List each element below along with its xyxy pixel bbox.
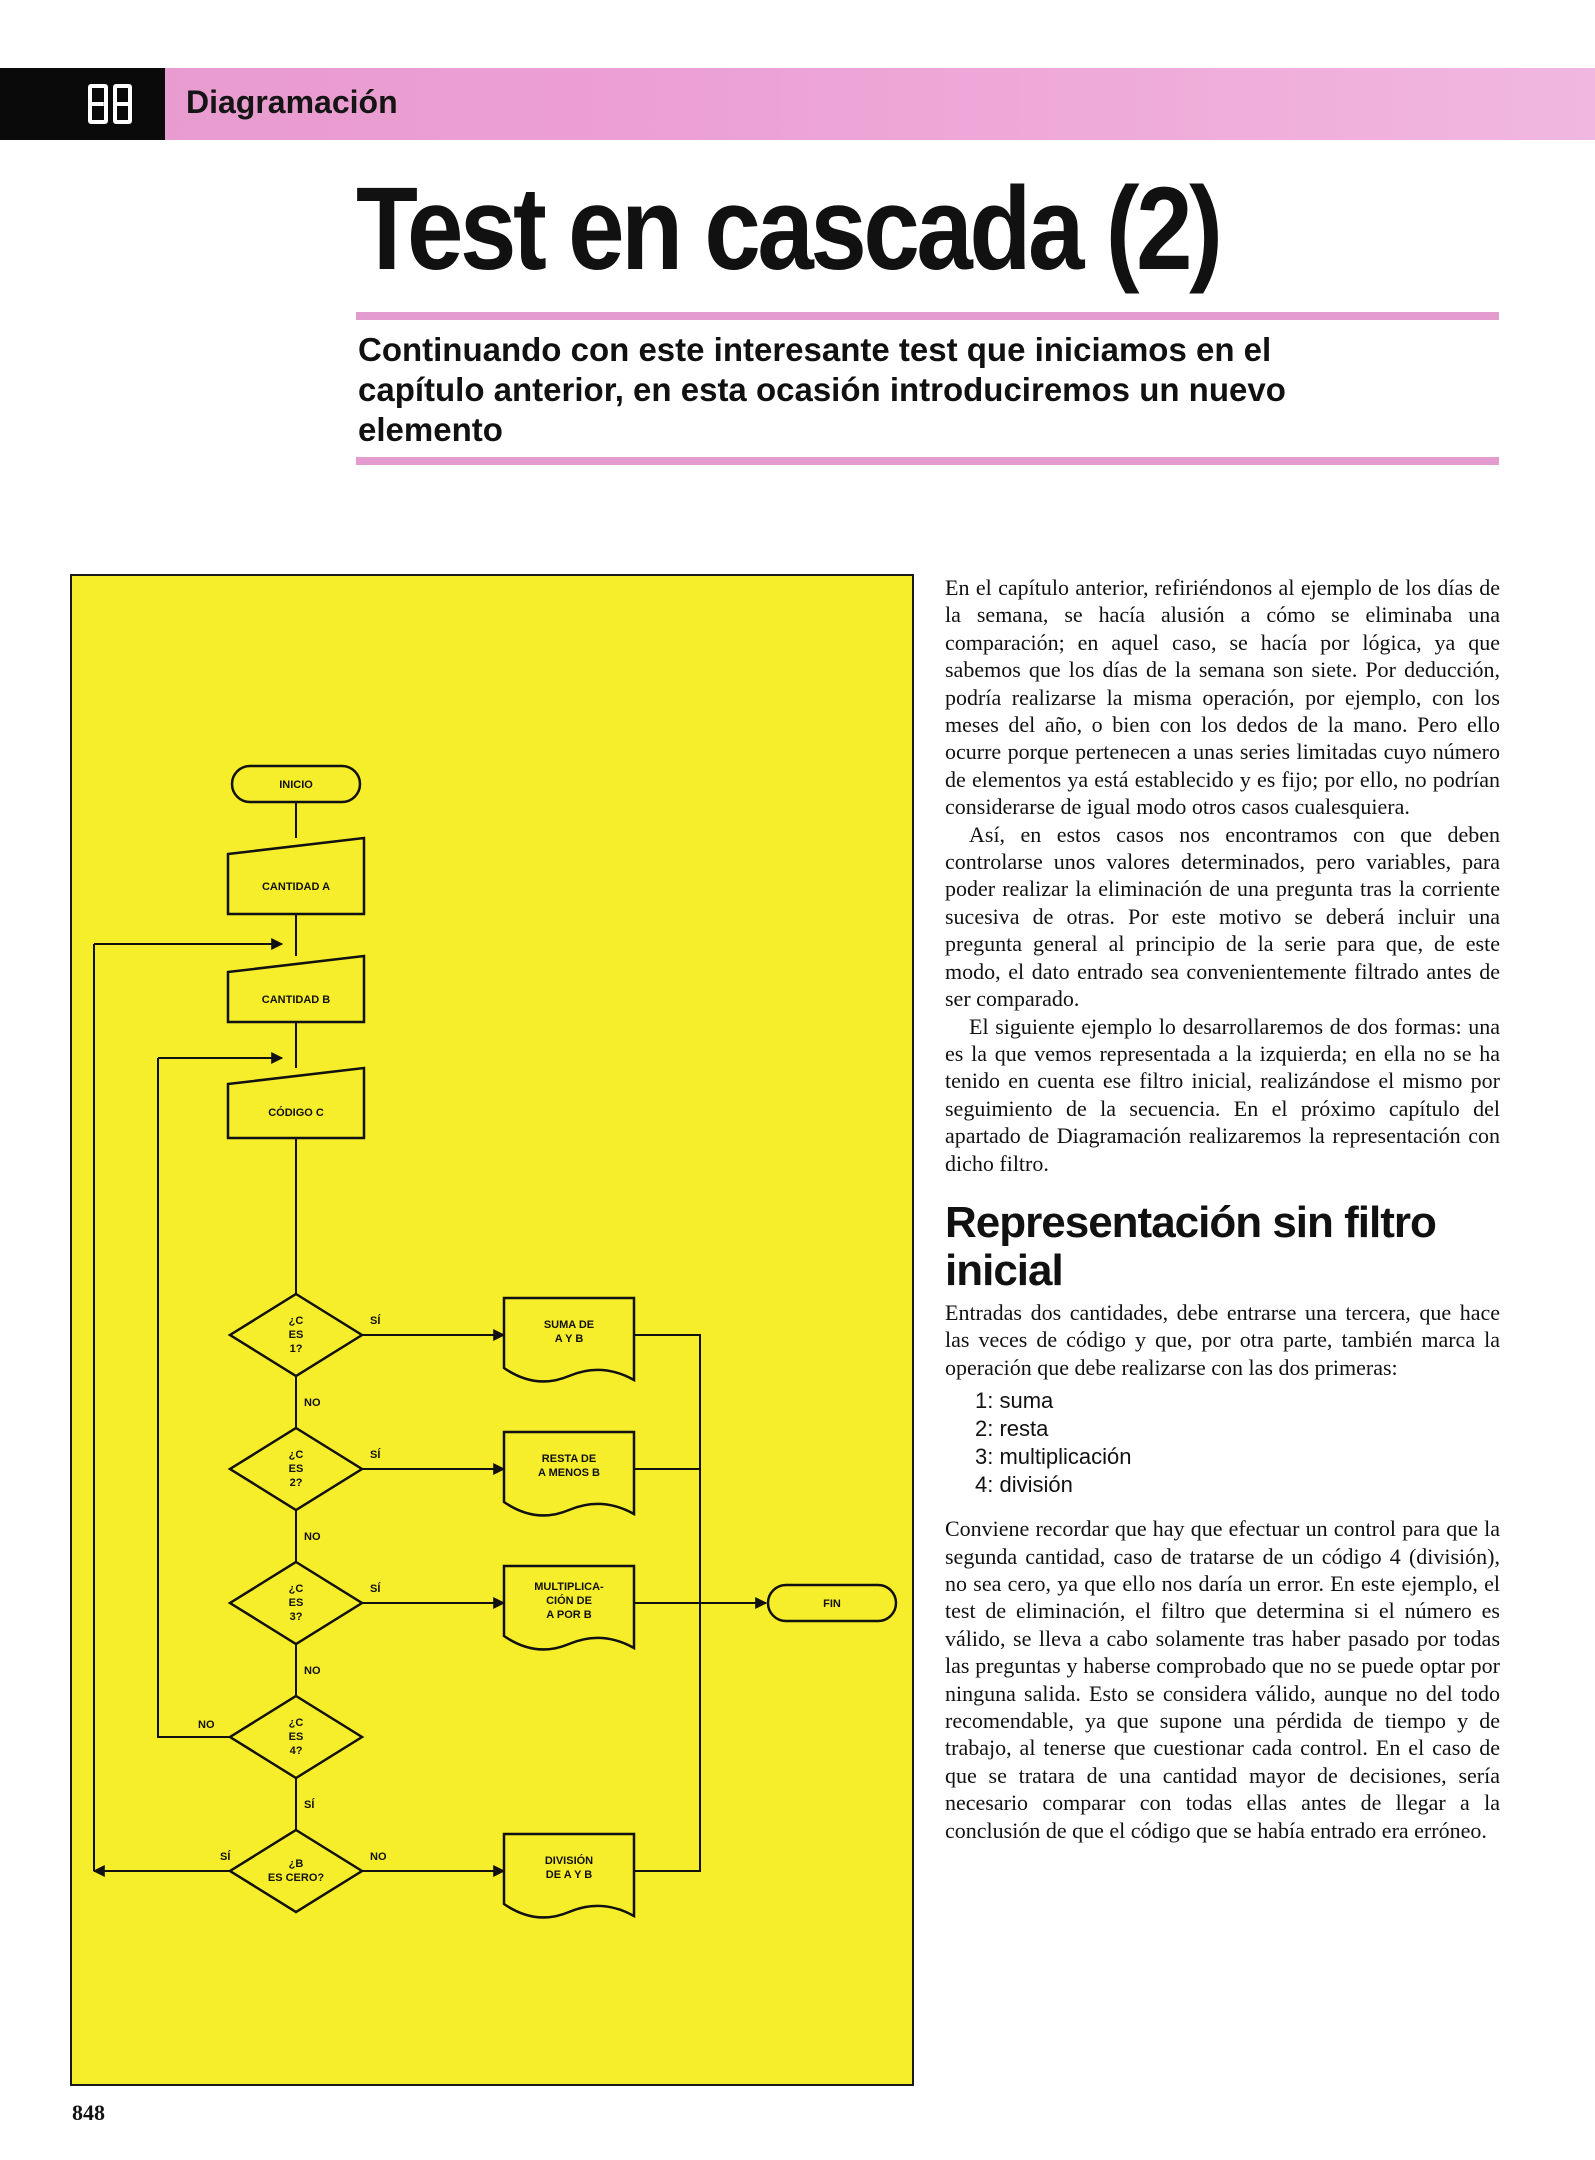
decision-3-yes-label: SÍ xyxy=(370,1583,381,1595)
output-multiply-label: A POR B xyxy=(546,1609,592,1621)
input-a-label: CANTIDAD A xyxy=(261,881,331,893)
code-list xyxy=(975,1387,1500,1499)
decision-4-no-label: NO xyxy=(198,1719,215,1731)
decision-3-label: ES xyxy=(288,1597,304,1609)
decision-3-label: ¿C xyxy=(288,1583,304,1595)
decision-2-label: 2? xyxy=(289,1477,303,1489)
flowchart xyxy=(72,576,916,2088)
decision-2-label: ES xyxy=(288,1463,304,1475)
decision-4-label: 4? xyxy=(289,1745,303,1757)
input-b-label: CANTIDAD B xyxy=(261,994,331,1006)
loop-line-b xyxy=(158,1058,230,1737)
list-item: 3: multiplicación xyxy=(975,1444,1132,1470)
two-panel-icon xyxy=(88,84,132,124)
output-sum-label: SUMA DE xyxy=(543,1319,595,1331)
input-c xyxy=(228,1068,364,1138)
decision-5-yes-label: SÍ xyxy=(220,1851,231,1863)
input-a xyxy=(228,838,364,914)
paragraph: Entradas dos cantidades, debe entrarse una tercera, que hace las veces de código y que, por otra parte, también marca la operación que debe realizarse con las dos primeras: xyxy=(945,1299,1500,1380)
page-number: 848 xyxy=(72,2100,105,2125)
article-body xyxy=(945,574,1500,1844)
paragraph: En el capítulo anterior, refiriéndonos al ejemplo de los días de la semana, se hacía alusión a cómo se eliminaba una comparación; en aquel caso, se hacía por lógica, ya que sabemos que los días de la semana son siete. Por deducción, podría realizarse la misma operación, por ejemplo, con los meses del año, o bien con los dedos de la mano. Pero ello ocurre porque pertenecen a unas series limitadas cuyo número de elementos ya está establecido y es fijo; por ello, no podrían considerarse de igual modo otros casos cualesquiera. xyxy=(945,575,1500,820)
decision-5-label: ¿B xyxy=(288,1858,304,1870)
decision-4-label: ¿C xyxy=(288,1717,304,1729)
decision-2-yes-label: SÍ xyxy=(370,1449,381,1461)
start-label: INICIO xyxy=(279,779,313,791)
output-divide-label: DE A Y B xyxy=(545,1869,593,1881)
input-c-label: CÓDIGO C xyxy=(268,1107,324,1119)
paragraph: Conviene recordar que hay que efectuar un control para que la segunda cantidad, caso de tratarse de un código 4 (división), no sea cero, ya que ello nos daría un error. En este ejemplo, el test de eliminación, el filtro que determina si el número es válido, se lleva a cabo solamente tras haber pasado por todas las preguntas y haberse comprobado que no se puede optar por ninguna salida. Esto se considera válido, aunque no del todo recomendable, ya que supone una pérdida de tiempo y de trabajo, al tenerse que cuestionar cada control. En el caso de que se tratara de una cantidad mayor de decisiones, sería necesario comparar con todas ellas antes de llegar a la conclusión de que el código que se había entrado era erróneo. xyxy=(945,1516,1500,1843)
subtitle: Continuando con este interesante test que iniciamos en el capítulo anterior, en esta ocasión introduciremos un nuevo elemento xyxy=(358,331,1286,448)
decision-1-label: 1? xyxy=(289,1343,303,1355)
decision-1-label: ES xyxy=(288,1329,304,1341)
list-item: 2: resta xyxy=(975,1416,1049,1442)
decision-3-label: 3? xyxy=(289,1611,303,1623)
output-subtract-label: A MENOS B xyxy=(538,1467,600,1479)
end-label: FIN xyxy=(823,1598,841,1610)
decision-2-label: ¿C xyxy=(288,1449,304,1461)
title-rule xyxy=(356,312,1499,320)
output-subtract-label: RESTA DE xyxy=(541,1453,597,1465)
decision-5-no-label: NO xyxy=(370,1851,387,1863)
output-multiply-label: CIÓN DE xyxy=(546,1595,592,1607)
list-item: 4: división xyxy=(975,1472,1073,1498)
paragraph: El siguiente ejemplo lo desarrollaremos de dos formas: una es la que vemos representada a la izquierda; en ella no se ha tenido en cuenta ese filtro inicial, realizándose el mismo por seguimiento de la secuencia. En el próximo capítulo del apartado de Diagramación realizaremos la representación con dicho filtro. xyxy=(945,1013,1500,1176)
paragraph: Así, en estos casos nos encontramos con que deben controlarse unos valores determinados, pero variables, para poder realizar la eliminación de una pregunta tras la corriente sucesiva de otras. Por este motivo se deberá incluir una pregunta general al principio de la serie para que, de este modo, el dato entrado sea convenientemente filtrado antes de ser comparado. xyxy=(945,821,1500,1012)
decision-5 xyxy=(230,1830,362,1912)
decision-4-yes-label: SÍ xyxy=(304,1799,315,1811)
decision-3-no-label: NO xyxy=(304,1665,321,1677)
decision-1-label: ¿C xyxy=(288,1315,304,1327)
decision-5-label: ES CERO? xyxy=(267,1872,325,1884)
section-heading: Representación sin filtro inicial xyxy=(945,1197,1436,1295)
list-item: 1: suma xyxy=(975,1388,1054,1414)
section-label: Diagramación xyxy=(186,84,398,120)
output-multiply xyxy=(504,1566,634,1649)
output-sum-label: A Y B xyxy=(554,1333,584,1345)
decision-1-no-label: NO xyxy=(304,1397,321,1409)
decision-4-label: ES xyxy=(288,1731,304,1743)
flowchart-panel xyxy=(70,574,914,2086)
decision-1-yes-label: SÍ xyxy=(370,1315,381,1327)
decision-2-no-label: NO xyxy=(304,1531,321,1543)
input-b xyxy=(228,956,364,1022)
section-badge xyxy=(0,68,165,140)
output-divide-label: DIVISIÓN xyxy=(544,1855,594,1867)
subtitle-rule xyxy=(356,457,1499,465)
output-multiply-label: MULTIPLICA- xyxy=(534,1581,604,1593)
page-title: Test en cascada (2) xyxy=(356,163,1220,295)
